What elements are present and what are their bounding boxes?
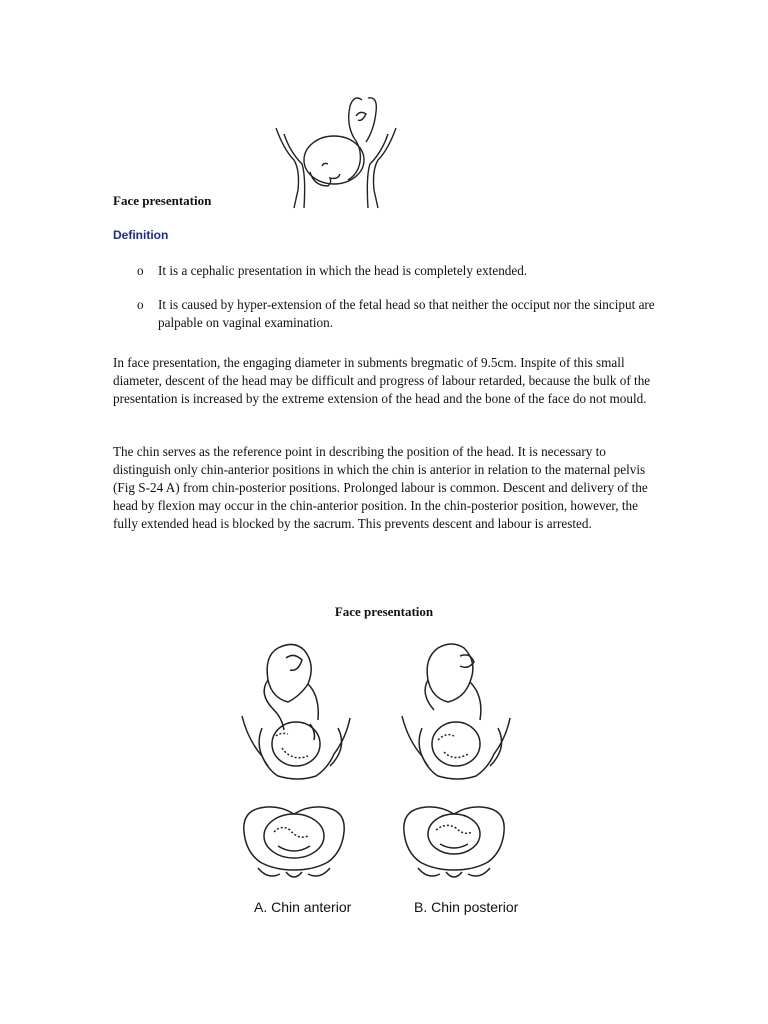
face-presentation-sketch-image (270, 90, 402, 210)
body-paragraph: In face presentation, the engaging diameter in subments bregmatic of 9.5cm. Inspite of this small diameter, descent of the head may be difficult and progress of labour retarded, because the bulk of the presentation is increased by the extreme extension of the head and the bone of the face do not mould. (113, 355, 651, 406)
chin-anterior-label: A. Chin anterior (254, 899, 352, 915)
chin-posterior-label: B. Chin posterior (414, 899, 519, 915)
chin-anterior-inlet-drawing (244, 807, 344, 877)
list-item (113, 262, 673, 280)
list-item (113, 296, 673, 332)
page-title: Face presentation (113, 193, 212, 208)
chin-posterior-inlet-drawing (404, 807, 504, 877)
definition-heading: Definition (113, 228, 169, 242)
bullet-marker: o (137, 297, 144, 312)
body-paragraph: The chin serves as the reference point in describing the position of the head. It is necessary to distinguish only chin-anterior positions in which the chin is anterior in relation to the maternal pelvis (Fig S-24 A) from chin-posterior positions. Prolonged labour is common. Descent and delivery of the head by flexion may occur in the chin-anterior position. In the chin-posterior position, however, the fully extended head is blocked by the sacrum. This prevents descent and labour is arrested. (113, 444, 648, 531)
bullet-marker: o (137, 263, 144, 278)
bullet-text: It is a cephalic presentation in which the head is completely extended. (158, 263, 528, 278)
bullet-text: It is caused by hyper-extension of the fetal head so that neither the occiput nor the sinciput are palpable on vaginal examination. (158, 297, 655, 330)
figure-caption: Face presentation (334, 604, 434, 619)
chin-posterior-sagittal-drawing (402, 644, 510, 779)
chin-anterior-sagittal-drawing (242, 644, 350, 779)
definition-list (113, 262, 673, 348)
chin-positions-figure-image (238, 636, 530, 918)
